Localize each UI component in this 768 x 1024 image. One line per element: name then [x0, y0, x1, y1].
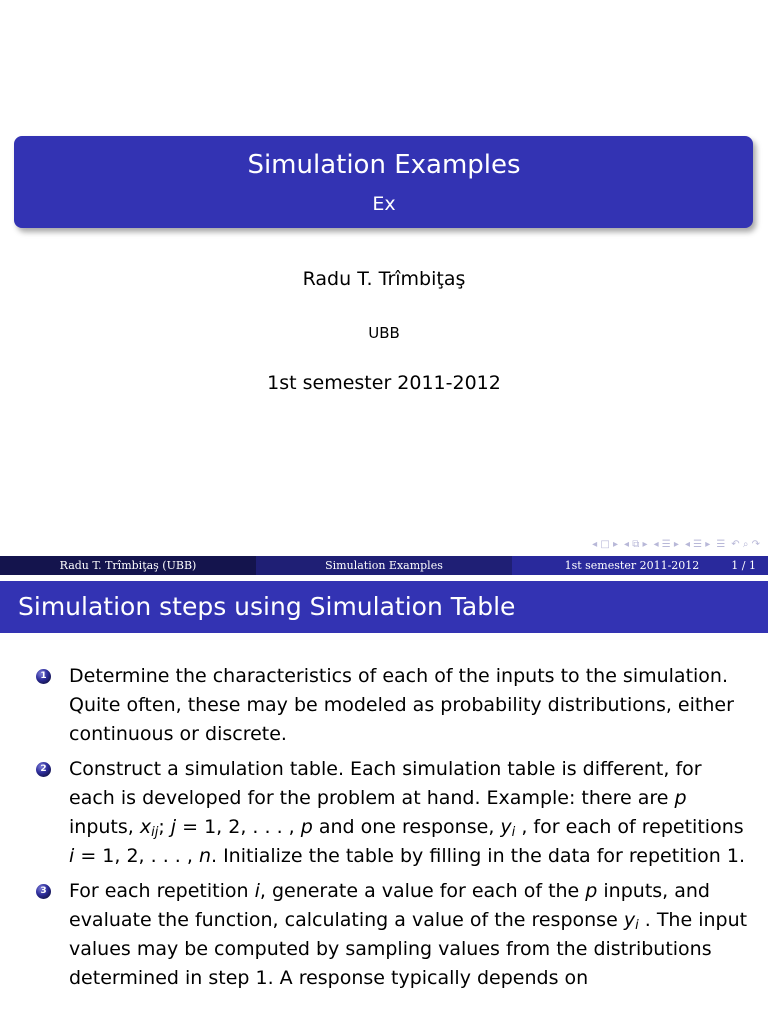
step-text: Construct a simulation table. Each simulation table is different, for each is developed for the problem at hand. Example: there are p inputs, $x_{ij}$; j = 1, 2, . . . , p and one response, $y_i$ , for each of repetitions i = 1, 2, . . . , n. Initialize the table by filling in the data for repetition 1. [69, 758, 745, 867]
footline-date-page [512, 556, 768, 575]
list-item [36, 662, 751, 749]
enumeration-ball-icon: 3 [36, 884, 51, 899]
enumeration-ball-icon: 2 [36, 762, 51, 777]
beamer-nav-icons[interactable]: ◂ □ ▸ ◂ ⧉ ▸ ◂ ☰ ▸ ◂ ☰ ▸ ☰ ↶ ⌕ ↷ [592, 539, 760, 550]
frame-title: Simulation steps using Simulation Table [0, 581, 768, 633]
enumeration-ball-icon: 1 [36, 669, 51, 684]
institute: UBB [368, 324, 400, 342]
page-number: 1 / 1 [731, 559, 756, 572]
steps-list [36, 662, 751, 999]
step-text: Determine the characteristics of each of the inputs to the simulation. Quite often, these may be modeled as probability distributions, either continuous or discrete. [69, 665, 734, 745]
footline-title: Simulation Examples [256, 556, 512, 575]
author-name: Radu T. Trîmbiţaş [302, 268, 466, 290]
footline-date: 1st semester 2011-2012 [564, 559, 700, 572]
presentation-date: 1st semester 2011-2012 [267, 372, 501, 394]
list-item [36, 755, 751, 871]
presentation-subtitle: Ex [372, 193, 396, 215]
step-text: For each repetition i, generate a value for each of the p inputs, and evaluate the function, calculating a value of the response $y_i$ . The input values may be computed by sampling values from the distributions determined in step 1. A response typically depends on [69, 880, 748, 989]
footline [0, 556, 768, 575]
presentation-title: Simulation Examples [247, 150, 521, 180]
list-item [36, 877, 751, 993]
footline-author: Radu T. Trîmbiţaş (UBB) [0, 556, 256, 575]
